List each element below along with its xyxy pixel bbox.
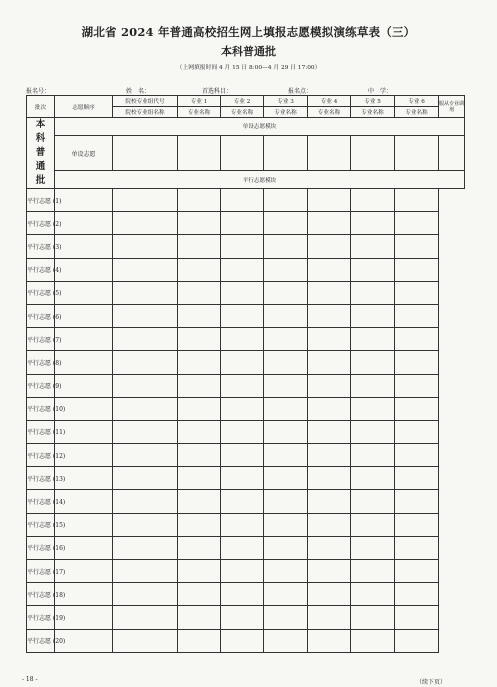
parallel-volunteer-row (27, 560, 465, 583)
adjust-cell[interactable] (395, 351, 439, 374)
major-cell[interactable] (308, 351, 351, 374)
adjust-cell[interactable] (395, 467, 439, 490)
parallel-volunteer-label: 平行志愿 (7) (27, 328, 55, 351)
major-cell[interactable] (308, 397, 351, 420)
major-cell[interactable] (178, 467, 221, 490)
major-cell[interactable] (264, 328, 308, 351)
major-5-header: 专业 5 (351, 96, 395, 107)
adjust-cell[interactable] (395, 212, 439, 235)
parallel-volunteer-label: 平行志愿 (17) (27, 560, 55, 583)
major-cell[interactable] (308, 235, 351, 258)
major-cell[interactable] (264, 351, 308, 374)
major-cell[interactable] (113, 351, 178, 374)
adjust-cell[interactable] (439, 135, 465, 171)
parallel-volunteer-label: 平行志愿 (14) (27, 490, 55, 513)
adjust-cell[interactable] (395, 374, 439, 397)
major-cell[interactable] (264, 212, 308, 235)
major-cell[interactable] (351, 606, 395, 629)
major-cell[interactable] (221, 258, 264, 281)
adjust-cell[interactable] (395, 560, 439, 583)
major-cell[interactable] (113, 490, 178, 513)
adjust-cell[interactable] (395, 513, 439, 536)
group-cell[interactable] (55, 212, 113, 235)
continued-note: （续下页） (416, 679, 447, 686)
major-cell[interactable] (113, 444, 178, 467)
major-cell[interactable] (221, 189, 264, 212)
major-cell[interactable] (264, 397, 308, 420)
major-cell[interactable] (178, 351, 221, 374)
parallel-volunteer-label: 平行志愿 (19) (27, 606, 55, 629)
major-cell[interactable] (178, 189, 221, 212)
major-cell[interactable] (308, 374, 351, 397)
major-cell[interactable] (308, 629, 351, 652)
major-cell[interactable] (221, 513, 264, 536)
major-cell[interactable] (308, 536, 351, 559)
parallel-volunteer-row (27, 583, 465, 606)
group-cell[interactable] (113, 135, 178, 171)
code-header: 院校专业组代号 (113, 96, 178, 107)
major-cell[interactable] (351, 258, 395, 281)
major-cell[interactable] (351, 420, 395, 443)
major-cell[interactable] (221, 629, 264, 652)
major-3-header: 专业 3 (264, 96, 308, 107)
parallel-volunteer-row (27, 536, 465, 559)
group-cell[interactable] (55, 304, 113, 327)
group-cell[interactable] (55, 235, 113, 258)
major-cell[interactable] (221, 328, 264, 351)
major-cell[interactable] (221, 235, 264, 258)
parallel-volunteer-row (27, 212, 465, 235)
major-cell[interactable] (178, 374, 221, 397)
parallel-volunteer-label: 平行志愿 (4) (27, 258, 55, 281)
parallel-volunteer-label: 平行志愿 (5) (27, 281, 55, 304)
major-cell[interactable] (264, 420, 308, 443)
parallel-volunteer-label: 平行志愿 (2) (27, 212, 55, 235)
parallel-volunteer-row (27, 444, 465, 467)
adjust-cell[interactable] (395, 281, 439, 304)
parallel-volunteer-row (27, 467, 465, 490)
major-cell[interactable] (264, 374, 308, 397)
major-cell[interactable] (351, 304, 395, 327)
parallel-volunteer-row (27, 629, 465, 652)
batch-char: 科 (35, 133, 46, 144)
major-cell[interactable] (264, 560, 308, 583)
major-cell[interactable] (113, 304, 178, 327)
parallel-volunteer-row (27, 281, 465, 304)
major-1-header: 专业 1 (178, 96, 221, 107)
parallel-volunteer-label: 平行志愿 (9) (27, 374, 55, 397)
major-cell[interactable] (308, 606, 351, 629)
major-name-header: 专业名称 (395, 107, 439, 118)
parallel-volunteer-row (27, 397, 465, 420)
parallel-volunteer-label: 平行志愿 (11) (27, 420, 55, 443)
major-cell[interactable] (221, 397, 264, 420)
order-header: 志愿顺序 (55, 96, 113, 118)
parallel-volunteer-row (27, 258, 465, 281)
major-cell[interactable] (178, 304, 221, 327)
major-name-header: 专业名称 (264, 107, 308, 118)
single-section-header: 单设志愿模块 (55, 118, 465, 136)
page-number: - 18 - (22, 676, 38, 683)
parallel-volunteer-label: 平行志愿 (1) (27, 189, 55, 212)
group-cell[interactable] (55, 328, 113, 351)
parallel-volunteer-label: 平行志愿 (20) (27, 629, 55, 652)
major-cell[interactable] (178, 606, 221, 629)
parallel-volunteer-label: 平行志愿 (6) (27, 304, 55, 327)
adjust-cell[interactable] (395, 397, 439, 420)
parallel-volunteer-label: 平行志愿 (12) (27, 444, 55, 467)
major-cell[interactable] (264, 135, 308, 171)
adjust-cell[interactable] (395, 583, 439, 606)
parallel-volunteer-row (27, 420, 465, 443)
major-cell[interactable] (113, 397, 178, 420)
major-cell[interactable] (178, 629, 221, 652)
major-cell[interactable] (264, 189, 308, 212)
major-cell[interactable] (221, 351, 264, 374)
exam-number-label: 报名号： (26, 88, 51, 95)
adjust-cell[interactable] (395, 235, 439, 258)
adjust-cell[interactable] (395, 328, 439, 351)
batch-char: 普 (35, 147, 46, 158)
batch-char: 本 (35, 119, 46, 130)
major-cell[interactable] (178, 420, 221, 443)
major-cell[interactable] (308, 189, 351, 212)
major-cell[interactable] (113, 560, 178, 583)
major-name-header: 专业名称 (308, 107, 351, 118)
parallel-rows (27, 189, 465, 653)
parallel-section-header: 平行志愿模块 (55, 171, 465, 189)
volunteer-form-table (26, 95, 465, 653)
major-cell[interactable] (264, 258, 308, 281)
batch-label (27, 118, 55, 189)
major-cell[interactable] (264, 467, 308, 490)
major-cell[interactable] (308, 583, 351, 606)
major-cell[interactable] (351, 212, 395, 235)
major-cell[interactable] (308, 135, 351, 171)
parallel-volunteer-row (27, 490, 465, 513)
group-cell[interactable] (55, 189, 113, 212)
group-name-header: 院校专业组名称 (113, 107, 178, 118)
parallel-volunteer-label: 平行志愿 (10) (27, 397, 55, 420)
major-cell[interactable] (113, 583, 178, 606)
major-cell[interactable] (264, 235, 308, 258)
major-cell[interactable] (351, 397, 395, 420)
major-cell[interactable] (178, 490, 221, 513)
adjust-cell[interactable] (395, 606, 439, 629)
major-cell[interactable] (221, 560, 264, 583)
major-cell[interactable] (178, 513, 221, 536)
major-cell[interactable] (178, 212, 221, 235)
parallel-volunteer-label: 平行志愿 (18) (27, 583, 55, 606)
single-volunteer-label: 单设志愿 (55, 135, 113, 171)
adjust-header: 服从专业调剂 (439, 96, 465, 118)
adjust-cell[interactable] (395, 258, 439, 281)
major-cell[interactable] (351, 444, 395, 467)
major-cell[interactable] (264, 606, 308, 629)
adjust-cell[interactable] (395, 536, 439, 559)
parallel-volunteer-row (27, 189, 465, 212)
major-cell[interactable] (221, 212, 264, 235)
major-cell[interactable] (178, 397, 221, 420)
major-cell[interactable] (308, 212, 351, 235)
major-cell[interactable] (178, 135, 221, 171)
major-cell[interactable] (351, 135, 395, 171)
form-subtitle: 本科普通批 (221, 45, 276, 58)
group-cell[interactable] (55, 351, 113, 374)
name-label: 姓 名： (126, 88, 151, 95)
parallel-volunteer-row (27, 235, 465, 258)
parallel-volunteer-row (27, 351, 465, 374)
major-cell[interactable] (308, 444, 351, 467)
major-cell[interactable] (221, 281, 264, 304)
major-cell[interactable] (178, 328, 221, 351)
major-cell[interactable] (308, 467, 351, 490)
major-cell[interactable] (178, 281, 221, 304)
adjust-cell[interactable] (395, 420, 439, 443)
batch-header: 批次 (27, 96, 55, 118)
major-cell[interactable] (113, 258, 178, 281)
major-cell[interactable] (351, 374, 395, 397)
major-cell[interactable] (308, 560, 351, 583)
major-cell[interactable] (308, 490, 351, 513)
major-cell[interactable] (351, 583, 395, 606)
major-cell[interactable] (113, 420, 178, 443)
major-cell[interactable] (351, 490, 395, 513)
parallel-volunteer-row (27, 328, 465, 351)
adjust-cell[interactable] (395, 304, 439, 327)
batch-char: 通 (35, 161, 46, 172)
major-cell[interactable] (113, 328, 178, 351)
major-cell[interactable] (308, 513, 351, 536)
form-title: 湖北省 2024 年普通高校招生网上填报志愿模拟演练草表（三） (81, 25, 416, 39)
major-cell[interactable] (178, 560, 221, 583)
major-cell[interactable] (221, 444, 264, 467)
major-cell[interactable] (178, 583, 221, 606)
major-cell[interactable] (221, 467, 264, 490)
exam-site-label: 报名点： (288, 88, 313, 95)
school-label: 中 学： (368, 88, 393, 95)
parallel-volunteer-row (27, 374, 465, 397)
major-cell[interactable] (221, 583, 264, 606)
parallel-volunteer-label: 平行志愿 (8) (27, 351, 55, 374)
major-cell[interactable] (351, 189, 395, 212)
parallel-volunteer-label: 平行志愿 (3) (27, 235, 55, 258)
major-cell[interactable] (351, 629, 395, 652)
major-name-header: 专业名称 (221, 107, 264, 118)
major-cell[interactable] (178, 258, 221, 281)
major-name-header: 专业名称 (178, 107, 221, 118)
major-cell[interactable] (308, 328, 351, 351)
major-cell[interactable] (264, 304, 308, 327)
major-cell[interactable] (308, 281, 351, 304)
major-cell[interactable] (221, 606, 264, 629)
major-cell[interactable] (351, 235, 395, 258)
first-subject-label: 首选科目： (202, 88, 233, 95)
major-2-header: 专业 2 (221, 96, 264, 107)
major-cell[interactable] (351, 467, 395, 490)
major-cell[interactable] (113, 189, 178, 212)
major-cell[interactable] (178, 536, 221, 559)
major-cell[interactable] (395, 135, 439, 171)
parallel-volunteer-label: 平行志愿 (16) (27, 536, 55, 559)
major-cell[interactable] (221, 135, 264, 171)
major-cell[interactable] (264, 281, 308, 304)
major-cell[interactable] (113, 281, 178, 304)
group-cell[interactable] (55, 281, 113, 304)
parallel-volunteer-row (27, 304, 465, 327)
group-cell[interactable] (55, 374, 113, 397)
adjust-cell[interactable] (395, 189, 439, 212)
major-cell[interactable] (351, 328, 395, 351)
major-6-header: 专业 6 (395, 96, 439, 107)
major-cell[interactable] (308, 304, 351, 327)
adjust-cell[interactable] (395, 629, 439, 652)
major-cell[interactable] (351, 536, 395, 559)
batch-char: 批 (35, 175, 46, 186)
major-cell[interactable] (221, 304, 264, 327)
major-name-header: 专业名称 (351, 107, 395, 118)
major-cell[interactable] (113, 467, 178, 490)
major-cell[interactable] (113, 536, 178, 559)
major-cell[interactable] (308, 420, 351, 443)
major-cell[interactable] (264, 490, 308, 513)
major-cell[interactable] (264, 444, 308, 467)
major-cell[interactable] (113, 374, 178, 397)
major-cell[interactable] (221, 490, 264, 513)
major-cell[interactable] (178, 235, 221, 258)
submission-time-note: （上网填报时间 4 月 15 日 8:00—4 月 29 日 17:00） (176, 65, 321, 71)
major-cell[interactable] (178, 444, 221, 467)
adjust-cell[interactable] (395, 490, 439, 513)
major-cell[interactable] (308, 258, 351, 281)
candidate-info-line (26, 86, 474, 95)
major-cell[interactable] (351, 513, 395, 536)
parallel-volunteer-label: 平行志愿 (13) (27, 467, 55, 490)
major-cell[interactable] (113, 629, 178, 652)
major-cell[interactable] (351, 351, 395, 374)
major-cell[interactable] (264, 513, 308, 536)
major-cell[interactable] (113, 235, 178, 258)
parallel-volunteer-row (27, 606, 465, 629)
major-cell[interactable] (221, 374, 264, 397)
major-cell[interactable] (351, 281, 395, 304)
group-cell[interactable] (55, 258, 113, 281)
major-cell[interactable] (113, 606, 178, 629)
major-4-header: 专业 4 (308, 96, 351, 107)
adjust-cell[interactable] (395, 444, 439, 467)
major-cell[interactable] (264, 536, 308, 559)
parallel-volunteer-row (27, 513, 465, 536)
parallel-volunteer-label: 平行志愿 (15) (27, 513, 55, 536)
major-cell[interactable] (264, 583, 308, 606)
major-cell[interactable] (113, 513, 178, 536)
major-cell[interactable] (351, 560, 395, 583)
major-cell[interactable] (113, 212, 178, 235)
major-cell[interactable] (221, 536, 264, 559)
major-cell[interactable] (221, 420, 264, 443)
major-cell[interactable] (264, 629, 308, 652)
